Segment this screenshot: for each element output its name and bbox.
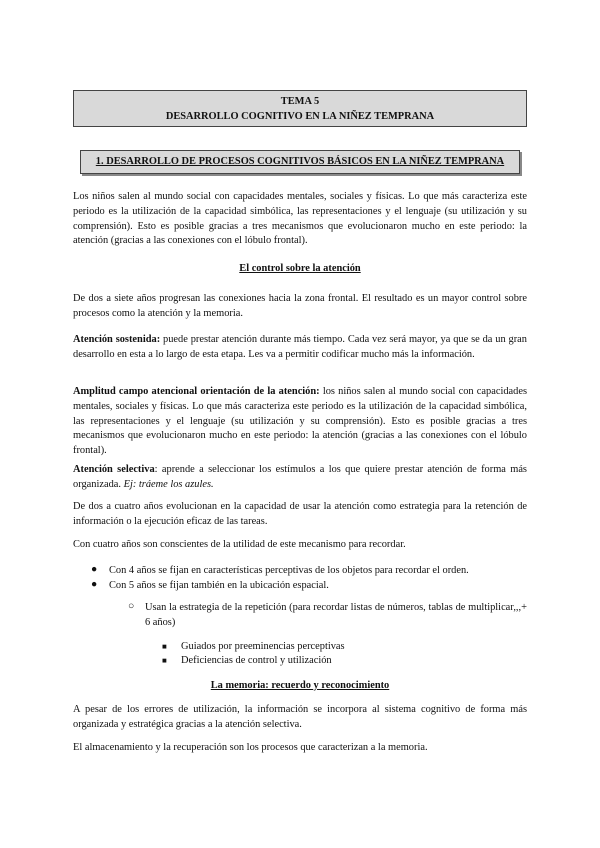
subheading-memory: La memoria: recuerdo y reconocimiento	[210, 680, 390, 691]
paragraph-four-years: Con cuatro años son conscientes de la utilidad de este mecanismo para recordar.	[73, 539, 406, 550]
square-bullet-item-1: Guiados por preeminencias perceptivas	[181, 641, 345, 652]
square-bullet-icon: ■	[162, 642, 167, 651]
subheading-attention: El control sobre la atención	[239, 263, 361, 274]
label-selective-attention: Atención selectiva	[73, 464, 155, 475]
text-selective-attention: : aprende a seleccionar los estímulos a los que quiere prestar atención de forma más organizada.	[73, 464, 527, 490]
sub-bullet-item: Usan la estrategia de la repetición (para recordar listas de números, tablas de multiplicar,,,+ 6 años)	[145, 602, 527, 628]
square-bullet-icon: ■	[162, 656, 167, 665]
paragraph-storage-retrieval: El almacenamiento y la recuperación son los procesos que caracterizan a la memoria.	[73, 742, 428, 753]
text-sustained-attention: puede prestar atención durante más tiempo. Cada vez será mayor, ya que se da un gran desarrollo en esta a lo largo de esta etapa. Les va a permitir codificar mucho más la información.	[73, 334, 527, 360]
square-bullet-item-2: Deficiencias de control y utilización	[181, 655, 332, 666]
bullet-item-1: Con 4 años se fijan en características perceptivas de los objetos para recordar el orden.	[109, 565, 469, 576]
circle-bullet-icon: ○	[128, 601, 135, 612]
paragraph-attention-strategy: De dos a cuatro años evolucionan en la capacidad de usar la atención como estrategia para la retención de información o la ejecución eficaz de las tareas.	[73, 501, 527, 527]
label-attention-span: Amplitud campo atencional orientación de la atención:	[73, 386, 320, 397]
bullet-dot-icon: ●	[91, 564, 98, 575]
text-attention-span: los niños salen al mundo social con capacidades mentales, sociales y físicas. Lo que más caracteriza este periodo es la utilización de la capacidad simbólica, las representaciones y el lenguaje (su utilización y su comprensión). Esto es posible gracias a tres mecanismos que evolucionaron mucho en este periodo: la atención (gracias a las conexiones con el lóbulo frontal).	[73, 386, 527, 457]
title-line-2: DESARROLLO COGNITIVO EN LA NIÑEZ TEMPRANA	[165, 111, 435, 122]
paragraph-sustained-attention	[73, 333, 527, 363]
label-sustained-attention: Atención sostenida:	[73, 334, 161, 345]
bullet-dot-icon: ●	[91, 579, 98, 590]
intro-paragraph: Los niños salen al mundo social con capacidades mentales, sociales y físicas. Lo que más caracteriza este periodo es la utilización de la capacidad simbólica, las representaciones y el lenguaje (su utilización y su comprensión). Esto es posible gracias a tres mecanismos que evolucionaron mucho en este periodo: la atención (gracias a las conexiones con el lóbulo frontal).	[73, 191, 527, 247]
paragraph-frontal-connections: De dos a siete años progresan las conexiones hacia la zona frontal. El resultado es un mayor control sobre procesos como la atención y la memoria.	[73, 293, 527, 319]
section-heading: 1. DESARROLLO DE PROCESOS COGNITIVOS BÁSICOS EN LA NIÑEZ TEMPRANA	[80, 150, 520, 174]
document-title	[73, 90, 527, 127]
paragraph-selective-attention	[73, 463, 527, 493]
paragraph-attention-span	[73, 385, 527, 459]
title-line-1: TEMA 5	[280, 96, 320, 107]
example-selective-attention: Ej: tráeme los azules.	[123, 478, 214, 490]
paragraph-selective-info: A pesar de los errores de utilización, la información se incorpora al sistema cognitivo de forma más organizada y estratégica gracias a la atención selectiva.	[73, 704, 527, 730]
bullet-item-2: Con 5 años se fijan también en la ubicación espacial.	[109, 580, 329, 591]
